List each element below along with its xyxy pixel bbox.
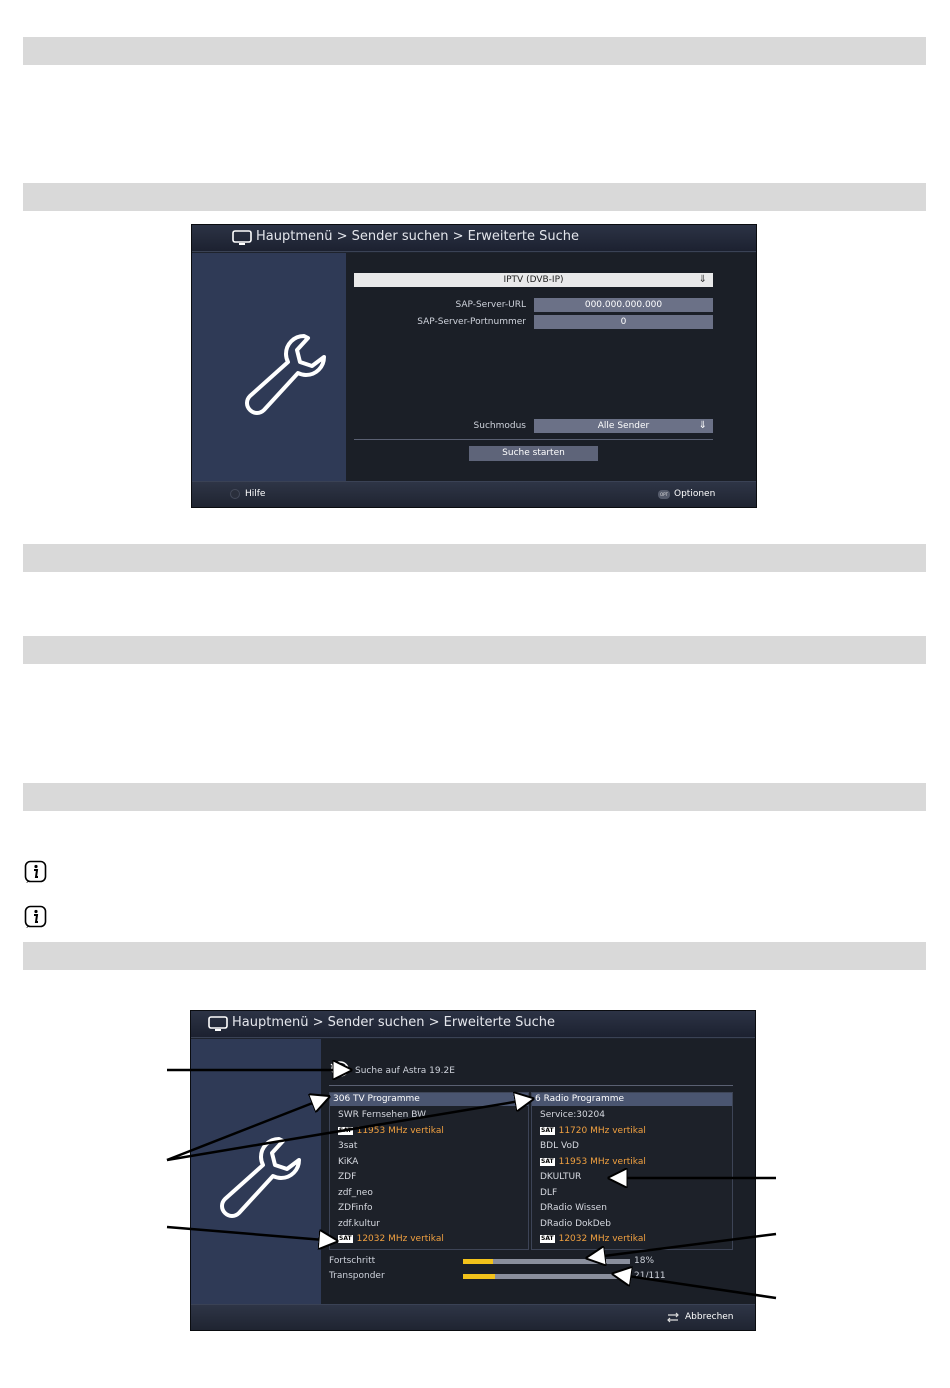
info-icon — [24, 860, 48, 884]
tv-program-row — [338, 1157, 358, 1167]
list-item-text: ZDFinfo — [338, 1203, 373, 1213]
options-label[interactable]: Optionen — [674, 489, 716, 499]
source-select[interactable] — [354, 273, 713, 287]
list-item-text: DRadio DokDeb — [540, 1218, 611, 1229]
section-bar-3 — [23, 544, 926, 572]
tv-program-row — [338, 1110, 426, 1120]
tv-program-row — [338, 1172, 356, 1182]
tv-programs-list — [329, 1092, 529, 1250]
help-key-icon — [230, 489, 240, 499]
help-label[interactable]: Hilfe — [245, 489, 266, 499]
info-icon — [24, 905, 48, 929]
section-bar-2 — [23, 183, 926, 211]
sap-server-port-label: SAP-Server-Portnummer — [417, 317, 526, 327]
progress-bar-fill — [463, 1259, 493, 1264]
tv-programs-header: 306 TV Programme — [330, 1093, 528, 1106]
search-panel — [321, 1039, 756, 1305]
settings-panel — [346, 253, 757, 483]
tv-program-row — [338, 1188, 373, 1198]
radio-program-row — [540, 1234, 646, 1244]
list-item-text: zdf_neo — [338, 1187, 373, 1198]
list-item-text: SWR Fernsehen BW — [338, 1110, 426, 1120]
sat-badge-icon: SAT — [541, 1235, 554, 1242]
search-mode-select[interactable] — [534, 419, 713, 433]
tv-screen-advanced-search-iptv — [191, 224, 757, 508]
radio-program-row — [540, 1126, 646, 1136]
search-mode-label: Suchmodus — [473, 421, 526, 431]
start-search-button[interactable]: Suche starten — [469, 446, 598, 461]
list-item-text: zdf.kultur — [338, 1218, 380, 1229]
list-item-text: 11953 MHz vertikal — [558, 1156, 646, 1167]
list-item-text: DKULTUR — [540, 1172, 582, 1182]
list-item-text: 3sat — [338, 1141, 358, 1151]
satellite-icon — [329, 1060, 351, 1078]
list-item-text: 12032 MHz vertikal — [558, 1234, 646, 1244]
breadcrumb: Hauptmenü > Sender suchen > Erweiterte Suche — [232, 1015, 555, 1030]
tv-screen-search-progress — [190, 1010, 756, 1331]
source-select-value: IPTV (DVB-IP) — [503, 275, 564, 285]
list-item-text: DLF — [540, 1187, 558, 1198]
search-status-text: Suche auf Astra 19.2E — [355, 1066, 455, 1076]
radio-program-row — [540, 1157, 646, 1167]
sat-badge-icon: SAT — [541, 1157, 554, 1165]
menu-header — [191, 1011, 755, 1038]
progress-bar — [463, 1259, 630, 1264]
sidebar-panel — [192, 253, 346, 483]
breadcrumb: Hauptmenü > Sender suchen > Erweiterte Suche — [256, 229, 579, 244]
progress-value: 18% — [634, 1256, 655, 1266]
wrench-icon — [242, 328, 332, 418]
options-key-icon: OPT — [659, 492, 668, 497]
sap-server-url-field[interactable] — [534, 298, 713, 312]
tv-program-row — [338, 1203, 373, 1213]
sap-server-port-field[interactable] — [534, 315, 713, 329]
list-item-text: 12032 MHz vertikal — [356, 1234, 444, 1244]
wrench-icon — [217, 1131, 307, 1221]
section-bar-1 — [23, 37, 926, 65]
menu-header — [192, 225, 756, 252]
radio-programs-list — [531, 1092, 733, 1250]
sat-badge-icon: SAT — [541, 1126, 554, 1134]
footer-bar — [192, 481, 756, 507]
transponder-bar-fill — [463, 1274, 495, 1279]
list-item-text: KiKA — [338, 1156, 359, 1167]
download-icon: ⇓ — [698, 420, 707, 431]
progress-label: Fortschritt — [329, 1256, 376, 1266]
tv-icon — [208, 1016, 228, 1032]
search-mode-value: Alle Sender — [597, 421, 650, 431]
transponder-value: 21/111 — [634, 1271, 666, 1281]
section-bar-5 — [23, 783, 926, 811]
tv-program-row — [338, 1234, 444, 1244]
list-item-text: BDL VoD — [540, 1141, 579, 1151]
sap-server-port-value: 0 — [620, 317, 627, 327]
tv-icon — [232, 230, 252, 246]
radio-program-row — [540, 1141, 579, 1151]
sidebar-panel — [191, 1039, 321, 1305]
footer-bar — [191, 1304, 755, 1330]
radio-program-row — [540, 1110, 605, 1120]
radio-program-row — [540, 1188, 557, 1198]
list-item-text: DRadio Wissen — [540, 1203, 607, 1213]
tv-program-row — [338, 1219, 380, 1229]
section-bar-6 — [23, 942, 926, 970]
list-item-text: Service:30204 — [540, 1110, 605, 1120]
transponder-bar — [463, 1274, 630, 1279]
list-item-text: ZDF — [338, 1172, 357, 1182]
radio-programs-header: 6 Radio Programme — [532, 1093, 732, 1106]
section-bar-4 — [23, 636, 926, 664]
divider — [354, 439, 713, 440]
download-icon: ⇓ — [698, 274, 707, 285]
sat-badge-icon: SAT — [339, 1126, 352, 1134]
tv-program-row — [338, 1126, 444, 1136]
divider — [329, 1085, 733, 1086]
transponder-label: Transponder — [329, 1271, 385, 1281]
sap-server-url-label: SAP-Server-URL — [455, 300, 526, 310]
radio-program-row — [540, 1172, 581, 1182]
back-arrows-icon — [666, 1312, 680, 1323]
cancel-label[interactable]: Abbrechen — [685, 1312, 734, 1322]
radio-program-row — [540, 1219, 611, 1229]
list-item-text: 11953 MHz vertikal — [356, 1125, 444, 1136]
sap-server-url-value: 000.000.000.000 — [584, 300, 663, 310]
radio-program-row — [540, 1203, 607, 1213]
list-item-text: 11720 MHz vertikal — [558, 1125, 646, 1136]
tv-program-row — [338, 1141, 357, 1151]
sat-badge-icon: SAT — [339, 1235, 352, 1242]
